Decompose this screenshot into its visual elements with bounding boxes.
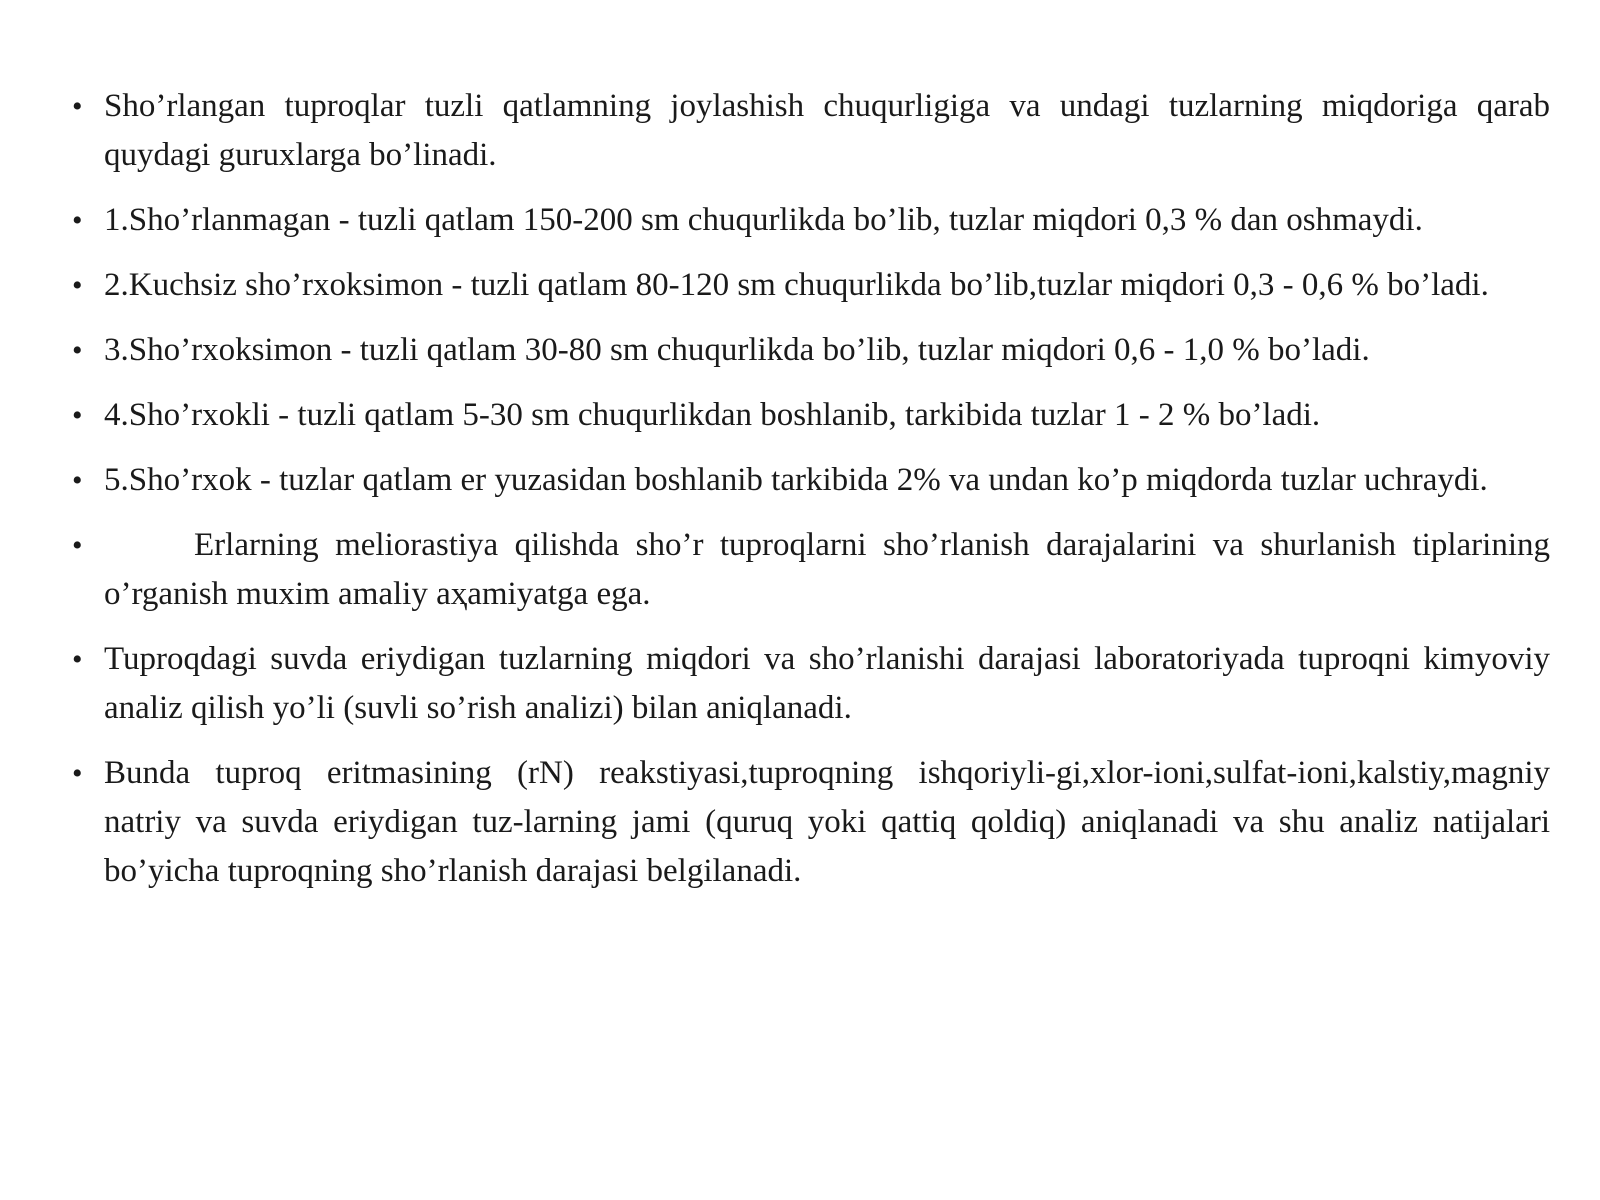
- bullet-text: Tuproqdagi suvda eriydigan tuzlarning miqdori va sho’rlanishi darajasi laboratoriyada tuproqni kimyoviy analiz qilish yo’li (suvli so’rish analizi) bilan aniqlanadi.: [104, 641, 1550, 726]
- bullet-text-content: Erlarning meliorastiya qilishda sho’r tuproqlarni sho’rlanish darajalarini va shurlanish tiplarining o’rganish muxim amaliy aҳamiyatga ega.: [104, 527, 1550, 612]
- bullet-icon: •: [72, 204, 83, 237]
- bullet-text: 3.Sho’rxoksimon - tuzli qatlam 30-80 sm chuqurlikda bo’lib, tuzlar miqdori 0,6 - 1,0 % bo’ladi.: [104, 332, 1370, 368]
- bullet-icon: •: [72, 643, 83, 676]
- bullet-item-melioration: [70, 521, 1550, 619]
- bullet-text: Sho’rlangan tuproqlar tuzli qatlamning joylashish chuqurligiga va undagi tuzlarning miqdoriga qarab quydagi guruxlarga bo’linadi.: [104, 88, 1550, 173]
- bullet-text: [104, 521, 1550, 619]
- bullet-icon: •: [72, 334, 83, 367]
- bullet-item-solonchak: [70, 456, 1550, 505]
- bullet-icon: •: [72, 90, 83, 123]
- bullet-text: Bunda tuproq eritmasining (rN) reakstiyasi,tuproqning ishqoriyli-gi,xlor-ioni,sulfat-ioni,kalstiy,magniy natriy va suvda eriydigan tuz-larning jami (quruq yoki qattiq qoldiq) aniqlanadi va shu analiz natijalari bo’yicha tuproqning sho’rlanish darajasi belgilanadi.: [104, 755, 1550, 889]
- bullet-icon: •: [72, 757, 83, 790]
- bullet-text: 4.Sho’rxokli - tuzli qatlam 5-30 sm chuqurlikdan boshlanib, tarkibida tuzlar 1 - 2 % bo’ladi.: [104, 397, 1321, 433]
- bullet-item-intro: [70, 82, 1550, 180]
- bullet-icon: •: [72, 269, 83, 302]
- bullet-item-saline-like: [70, 326, 1550, 375]
- bullet-icon: •: [72, 399, 83, 432]
- bullet-icon: •: [72, 529, 83, 562]
- bullet-item-saline: [70, 391, 1550, 440]
- bullet-text: 5.Sho’rxok - tuzlar qatlam er yuzasidan boshlanib tarkibida 2% va undan ko’p miqdorda tuzlar uchraydi.: [104, 462, 1488, 498]
- bullet-icon: •: [72, 464, 83, 497]
- bullet-item-unsalted: [70, 196, 1550, 245]
- bullet-item-weakly-saline: [70, 261, 1550, 310]
- bullet-text: 2.Kuchsiz sho’rxoksimon - tuzli qatlam 80-120 sm chuqurlikda bo’lib,tuzlar miqdori 0,3 - 0,6 % bo’ladi.: [104, 267, 1489, 303]
- bullet-list: [70, 82, 1550, 912]
- bullet-item-lab-analysis: [70, 635, 1550, 733]
- bullet-item-analysis-details: [70, 749, 1550, 896]
- bullet-text: 1.Sho’rlanmagan - tuzli qatlam 150-200 sm chuqurlikda bo’lib, tuzlar miqdori 0,3 % dan oshmaydi.: [104, 202, 1423, 238]
